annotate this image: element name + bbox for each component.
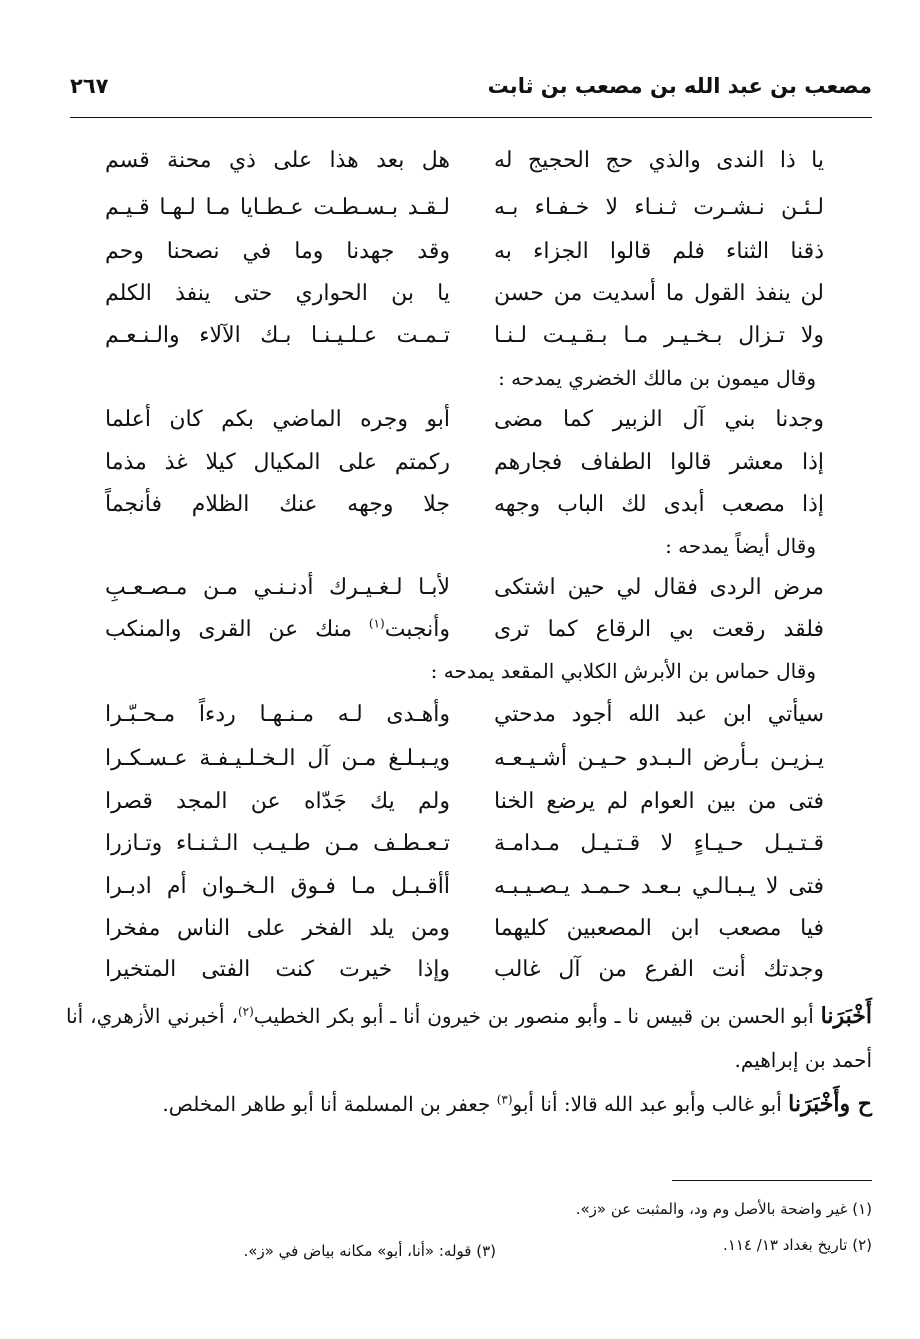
verse-right: سيأتي ابن عبد الله أجود مدحتي [494, 702, 824, 727]
verse-text: وأنجبت [384, 617, 450, 642]
verse-left: لـقـد بـسـطـت عـطـايا مـا لـهـا قـيـم [105, 195, 450, 220]
poem-intro: وقال أيضاً يمدحه : [665, 534, 816, 558]
footnote-1: (١) غير واضحة بالأصل وم ود، والمثبت عن «ز». [575, 1200, 872, 1218]
verse-left: ومن يلد الفخر على الناس مفخرا [105, 916, 450, 941]
footnote-marker: (١) [368, 616, 385, 631]
footnote-3: (٣) قوله: «أنا، أبو» مكانه بياض في «ز». [243, 1242, 496, 1260]
verse-right: لـئـن نـشـرت ثـنـاء لا خـفـاء بـه [494, 195, 824, 220]
verse-left: تـمـت عـلـيـنـا بـك الآلاء والـنـعـم [105, 323, 450, 348]
poem-intro: وقال حماس بن الأبرش الكلابي المقعد يمدحه : [430, 659, 816, 683]
verse-left: وقد جهدنا وما في نصحنا وحم [105, 239, 450, 264]
verse-right: وجدتك أنت الفرع من آل غالب [494, 957, 824, 982]
isnad-prefix: ح [850, 1091, 872, 1117]
verse-right: فتى من بين العوام لم يرضع الخنا [494, 789, 824, 814]
page-number: ٢٦٧ [70, 74, 109, 98]
isnad-text: جعفر بن المسلمة أنا أبو طاهر المخلص. [162, 1092, 497, 1116]
page-header [70, 70, 872, 110]
verse-left: جلا وجهه عنك الظلام فأنجماً [105, 492, 450, 517]
footnote-marker: (٣) [496, 1092, 513, 1107]
verse-right: مرض الردى فقال لي حين اشتكى [494, 575, 824, 600]
verse-right: ولا تـزال بـخـيـر مـا بـقـيـت لـنـا [494, 323, 824, 348]
footnote-divider [672, 1180, 872, 1181]
isnad-text: ، أخبرني الأزهري، أنا أحمد بن إبراهيم. [66, 1004, 872, 1072]
isnad-keyword: أَخْبَرَنا [820, 1003, 872, 1029]
verse-left: ويـبـلـغ مـن آل الـخـلـيـفـة عـسـكـرا [105, 746, 450, 771]
verse-left: يا بن الحواري حتى ينفذ الكلم [105, 281, 450, 306]
verse-right: فلقد رقعت بي الرقاع كما ترى [494, 617, 824, 642]
verse-left: تـعـطـف مـن طـيـب الـثـنـاء وتـازرا [105, 831, 450, 856]
verse-right: يـزيـن بـأرض الـبـدو حـيـن أشـيـعـه [494, 746, 824, 771]
running-title: مصعب بن عبد الله بن مصعب بن ثابت [487, 74, 872, 98]
verse-right: ذقنا الثناء فلم قالوا الجزاء به [494, 239, 824, 264]
verse-right: يا ذا الندى والذي حج الحجيج له [494, 148, 824, 173]
verse-right: وجدنا بني آل الزبير كما مضى [494, 407, 824, 432]
verse-left: أبو وجره الماضي بكم كان أعلما [105, 407, 450, 432]
isnad-text: أبو غالب وأبو عبد الله قالا: أنا أبو [512, 1092, 789, 1116]
verse-text: منك عن القرى والمنكب [105, 617, 369, 642]
isnad-paragraph [66, 994, 872, 1082]
isnad-text: أبو الحسن بن قبيس نا ـ وأبو منصور بن خيرون أنا ـ أبو بكر الخطيب [253, 1004, 821, 1028]
footnote-2: (٢) تاريخ بغداد ١٣/ ١١٤. [723, 1236, 872, 1254]
verse-left: ولم يك جَدّاه عن المجد قصرا [105, 789, 450, 814]
verse-right: فتى لا يـبـالـي بـعـد حـمـد يـصـيـبـه [494, 874, 824, 899]
verse-right: فيا مصعب ابن المصعبين كليهما [494, 916, 824, 941]
verse-left: وأهـدى لـه مـنـهـا ردءاً مـحـبّـرا [105, 702, 450, 727]
verse-left: وإذا خيرت كنت الفتى المتخيرا [105, 957, 450, 982]
footnote-marker: (٢) [237, 1004, 254, 1019]
header-divider [70, 117, 872, 118]
verse-left: ركمتم على المكيال كيلا غذ مذما [105, 450, 450, 475]
poem-intro: وقال ميمون بن مالك الخضري يمدحه : [498, 366, 816, 390]
verse-left: هل بعد هذا على ذي محنة قسم [105, 148, 450, 173]
verse-left: أأقـبـل مـا فـوق الـخـوان أم ادبـرا [105, 874, 450, 899]
verse-right: لن ينفذ القول ما أسديت من حسن [494, 281, 824, 306]
verse-left: لأبـا لـغـيـرك أدنـنـي مـن مـصـعـبِ [105, 575, 450, 600]
verse-right: إذا معشر قالوا الطفاف فجارهم [494, 450, 824, 475]
verse-right: إذا مصعب أبدى لك الباب وجهه [494, 492, 824, 517]
verse-left [105, 615, 450, 645]
isnad-paragraph [66, 1082, 872, 1126]
isnad-keyword: وأَخْبَرَنا [788, 1091, 851, 1117]
verse-right: قـتـيـل حـيـاءٍ لا قـتـيـل مـدامـة [494, 831, 824, 856]
